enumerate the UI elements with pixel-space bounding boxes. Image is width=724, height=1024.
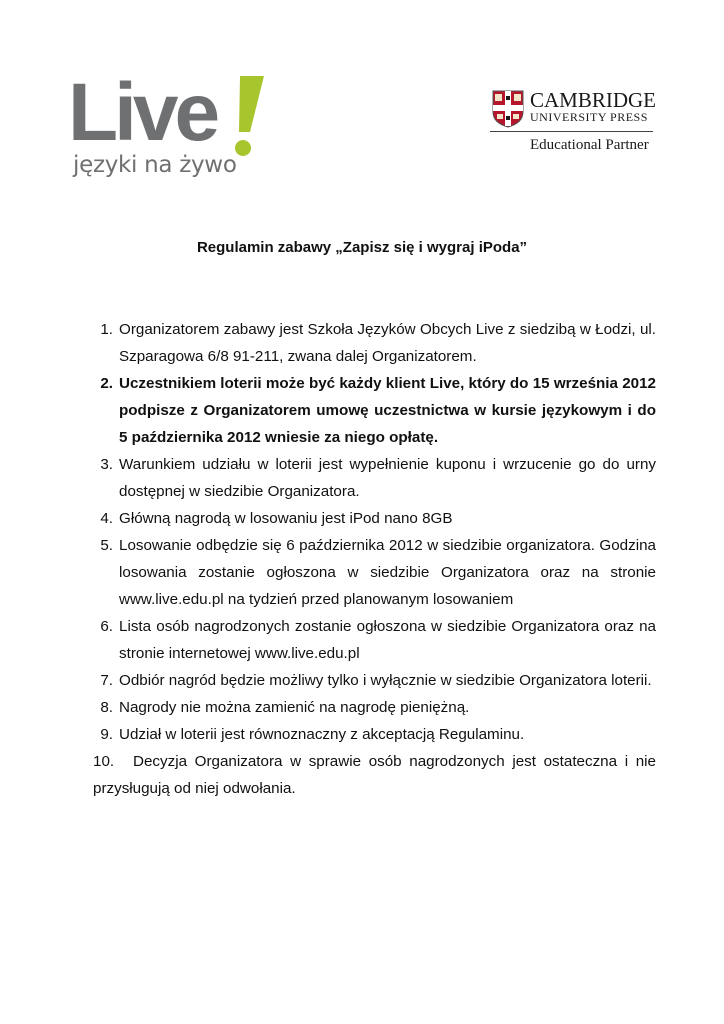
rule-number: 10. bbox=[93, 753, 115, 770]
rule-item bbox=[90, 613, 656, 667]
document-title-text: Regulamin zabawy „Zapisz się i wygraj iPoda” bbox=[196, 239, 528, 256]
rule-item bbox=[90, 505, 656, 532]
live-logo bbox=[68, 67, 268, 187]
rule-number: 6. bbox=[100, 618, 113, 635]
rule-text: Główną nagrodą w losowaniu jest iPod nano 8GB bbox=[119, 510, 453, 527]
rule-text: Uczestnikiem loterii może być każdy klient Live, który do 15 września 2012 podpisze z Organizatorem umowę uczestnictwa w kursie językowym i do 5 października 2012 wniesie za niego opłatę. bbox=[119, 375, 656, 446]
cambridge-divider bbox=[490, 131, 653, 132]
rule-item bbox=[90, 721, 656, 748]
live-logo-tagline: języki na żywo bbox=[73, 152, 237, 178]
rule-item bbox=[90, 451, 656, 505]
rule-text: Warunkiem udziału w loterii jest wypełnienie kuponu i wrzucenie go do urny dostępnej w siedzibie Organizatora. bbox=[119, 456, 656, 500]
rule-text: Odbiór nagród będzie możliwy tylko i wyłącznie w siedzibie Organizatora loterii. bbox=[119, 672, 652, 689]
rule-item bbox=[90, 694, 656, 721]
rule-item bbox=[90, 370, 656, 451]
rule-item bbox=[93, 748, 656, 802]
rule-text: Organizatorem zabawy jest Szkoła Języków Obcych Live z siedzibą w Łodzi, ul. Szparagowa 6/8 91-211, zwana dalej Organizatorem. bbox=[119, 321, 656, 365]
rule-item bbox=[90, 316, 656, 370]
cambridge-shield-icon bbox=[492, 90, 524, 128]
rule-number: 8. bbox=[100, 699, 113, 716]
rule-number: 1. bbox=[100, 321, 113, 338]
rule-item bbox=[90, 532, 656, 613]
exclamation-icon bbox=[226, 74, 266, 160]
rule-item bbox=[90, 667, 656, 694]
cambridge-logo bbox=[490, 88, 660, 160]
rules-list bbox=[90, 316, 656, 802]
rule-text: Losowanie odbędzie się 6 października 2012 w siedzibie organizatora. Godzina losowania zostanie ogłoszona w siedzibie Organizatora oraz na stronie www.live.edu.pl na tydzień przed planowanym losowaniem bbox=[119, 537, 656, 608]
rule-text: Lista osób nagrodzonych zostanie ogłoszona w siedzibie Organizatora oraz na stronie internetowej www.live.edu.pl bbox=[119, 618, 656, 662]
cambridge-press: UNIVERSITY PRESS bbox=[530, 110, 648, 124]
rule-text: Nagrody nie można zamienić na nagrodę pieniężną. bbox=[119, 699, 470, 716]
rule-text: Udział w loterii jest równoznaczny z akceptacją Regulaminu. bbox=[119, 726, 525, 743]
live-logo-word: Live bbox=[68, 67, 217, 158]
rule-number: 4. bbox=[100, 510, 113, 527]
document-title bbox=[0, 238, 724, 258]
rule-number: 7. bbox=[100, 672, 113, 689]
cambridge-partner: Educational Partner bbox=[530, 137, 649, 153]
rule-number: 5. bbox=[100, 537, 113, 554]
rule-number: 2. bbox=[100, 375, 113, 392]
cambridge-name: CAMBRIDGE bbox=[530, 88, 657, 112]
rule-text: Decyzja Organizatora w sprawie osób nagrodzonych jest ostateczna i nie przysługują od niej odwołania. bbox=[93, 753, 656, 797]
rule-number: 3. bbox=[100, 456, 113, 473]
rule-number: 9. bbox=[100, 726, 113, 743]
